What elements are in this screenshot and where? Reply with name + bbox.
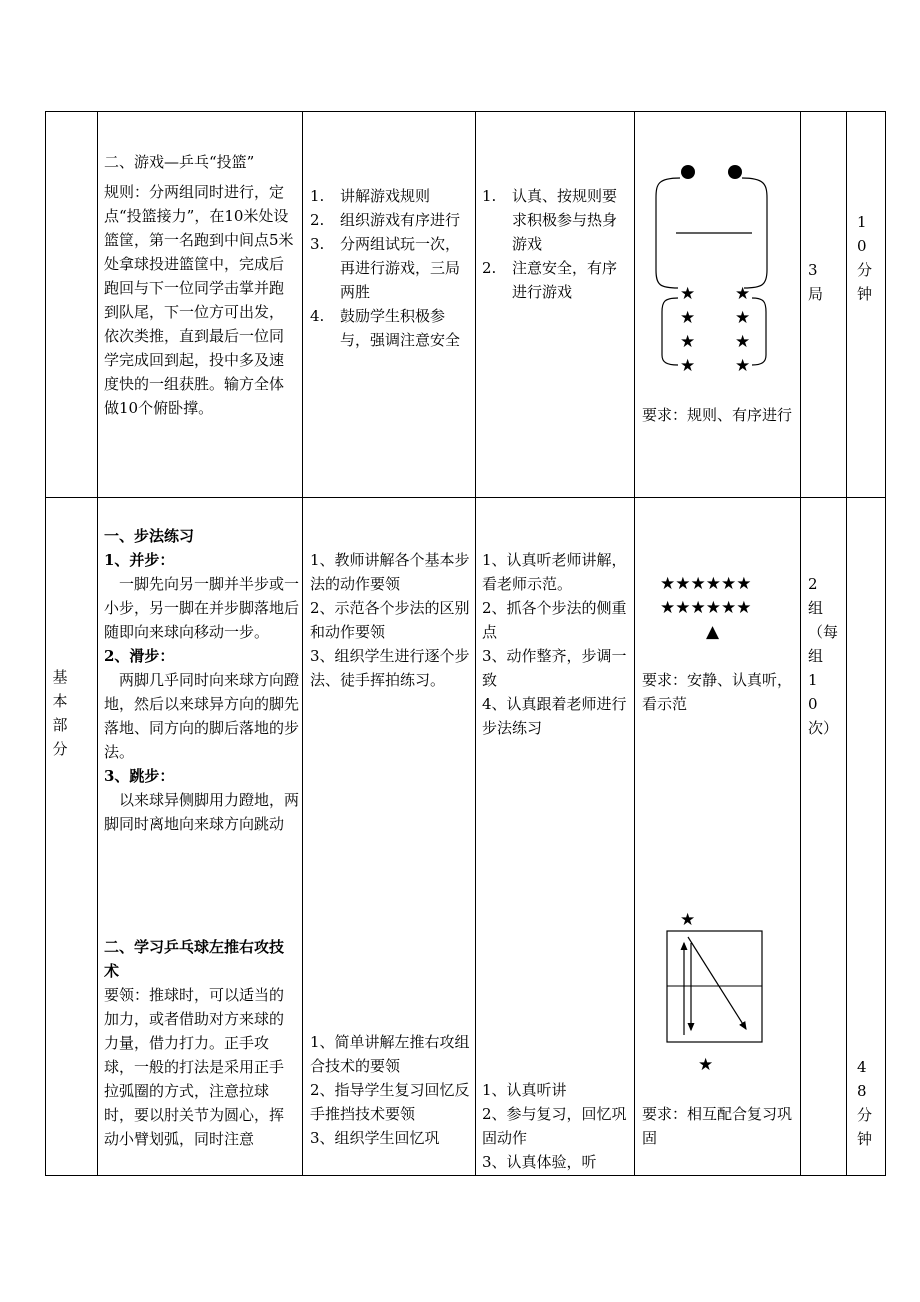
list-item: 3、认真体验，听: [482, 1153, 597, 1171]
list-item: 1. 认真、按规则要求积极参与热身游戏: [482, 187, 618, 253]
push-attack-content-cell: [104, 935, 296, 1151]
push-attack-title: 二、学习乒乓球左推右攻技术: [104, 938, 285, 980]
col-line-0: [45, 111, 46, 1176]
section-label-text: 基本部分: [52, 668, 68, 758]
list-item: 1、简单讲解左推右攻组合技术的要领: [310, 1033, 470, 1075]
footwork-title: 一、步法练习: [104, 527, 195, 545]
student-activities-game: [482, 184, 630, 304]
row-divider: [45, 497, 885, 498]
student-star-icon: ★: [698, 1055, 714, 1075]
student-star-icon: ★: [735, 284, 751, 304]
footwork-content-cell: [104, 524, 300, 836]
step-desc: 以来球异侧脚用力蹬地，两脚同时离地向来球方向跳动: [104, 791, 300, 833]
list-item: 1、认真听讲: [482, 1081, 567, 1099]
list-item: 3、组织学生进行逐个步法、徒手挥拍练习。: [310, 647, 470, 689]
col-line-4: [634, 111, 635, 1176]
list-item: 2、抓各个步法的侧重点: [482, 599, 627, 641]
section-label: [52, 665, 74, 761]
list-item: 4. 鼓励学生积极参与，强调注意安全: [310, 307, 461, 349]
col-line-6: [846, 111, 847, 1176]
list-item: 2、示范各个步法的区别和动作要领: [310, 599, 470, 641]
game-rounds: 3局: [808, 261, 824, 303]
col-line-3: [475, 111, 476, 1176]
game-formation-diagram: [640, 150, 790, 390]
list-item: 2、参与复习，回忆巩固动作: [482, 1105, 627, 1147]
game-duration: 10分钟: [857, 213, 873, 303]
list-item: 2. 组织游戏有序进行: [310, 211, 461, 229]
push-attack-requirement: 要求：相互配合复习巩固: [642, 1105, 793, 1147]
student-star-icon: ★: [680, 910, 696, 930]
table-tennis-court-diagram: [660, 925, 770, 1050]
col-line-2: [302, 111, 303, 1176]
student-star-icon: ★: [680, 308, 696, 328]
push-attack-desc: 要领：推球时，可以适当的加力，或者借助对方来球的力量，借力打力。正手攻球，一般的打法是采用正手拉弧圈的方式，注意拉球时，要以肘关节为圆心，挥动小臂划弧，同时注意: [104, 986, 285, 1148]
student-star-icon: ★: [680, 284, 696, 304]
formation-row: ★★★★★★: [660, 574, 752, 594]
step-title: 2、滑步：: [104, 647, 175, 665]
step-desc: 一脚先向另一脚并半步或一小步，另一脚在并步脚落地后随即向来球向移动一步。: [104, 575, 300, 641]
list-item: 3、动作整齐，步调一致: [482, 647, 627, 689]
student-star-icon: ★: [735, 308, 751, 328]
student-star-icon: ★: [680, 356, 696, 376]
list-item: 3. 分两组试玩一次，再进行游戏，三局两胜: [310, 235, 461, 301]
game-rules: 规则：分两组同时进行，定点“投篮接力”，在10米处设篮筐，第一名跑到中间点5米处拿球投进篮筐中，完成后跑回与下一位同学击掌并跑到队尾，下一位方可出发，依次类推，直到最后一位同学完成回到起，投中多及速度快的一组获胜。输方全体做10个俯卧撑。: [104, 183, 294, 417]
list-item: 3、组织学生回忆巩: [310, 1129, 440, 1147]
student-activities-footwork: [482, 548, 630, 740]
game-title: 二、游戏—乒乓“投篮”: [104, 153, 255, 171]
table-border-top: [45, 111, 885, 112]
formation-row: ★★★★★★: [660, 598, 752, 618]
list-item: 4、认真跟着老师进行步法练习: [482, 695, 627, 737]
list-item: 1、认真听老师讲解，看老师示范。: [482, 551, 627, 593]
game-requirement: 要求：规则、有序进行: [642, 406, 793, 424]
main-duration: 48分钟: [857, 1058, 873, 1148]
step-desc: 两脚几乎同时向来球方向蹬地，然后以来球异方向的脚先落地、同方向的脚后落地的步法。: [104, 671, 300, 761]
basket-dot-left: [681, 165, 695, 179]
student-star-icon: ★: [735, 356, 751, 376]
left-loop-lower: [662, 298, 678, 365]
col-line-5: [800, 111, 801, 1176]
teacher-activities-push-attack: [310, 1030, 470, 1150]
right-loop-lower: [752, 298, 766, 365]
list-item: 1. 讲解游戏规则: [310, 187, 431, 205]
list-item: 2、指导学生复习回忆反手推挡技术要领: [310, 1081, 470, 1123]
teacher-activities-game: [310, 184, 470, 352]
step-title: 1、并步：: [104, 551, 175, 569]
student-star-icon: ★: [680, 332, 696, 352]
arrow-diagonal: [688, 937, 746, 1029]
teacher-triangle-icon: ▲: [706, 622, 720, 642]
list-item: 2. 注意安全，有序进行游戏: [482, 259, 618, 301]
footwork-sets: 2组（每组10次）: [808, 575, 839, 737]
teacher-activities-footwork: [310, 548, 470, 692]
basket-dot-right: [728, 165, 742, 179]
col-line-7: [885, 111, 886, 1176]
table-border-bottom: [45, 1175, 885, 1176]
list-item: 1、教师讲解各个基本步法的动作要领: [310, 551, 470, 593]
game-content-cell: [104, 150, 296, 420]
student-activities-push-attack: [482, 1078, 630, 1174]
student-star-icon: ★: [735, 332, 751, 352]
footwork-requirement: 要求：安静、认真听，看示范: [642, 671, 793, 713]
step-title: 3、跳步：: [104, 767, 175, 785]
col-line-1: [97, 111, 98, 1176]
